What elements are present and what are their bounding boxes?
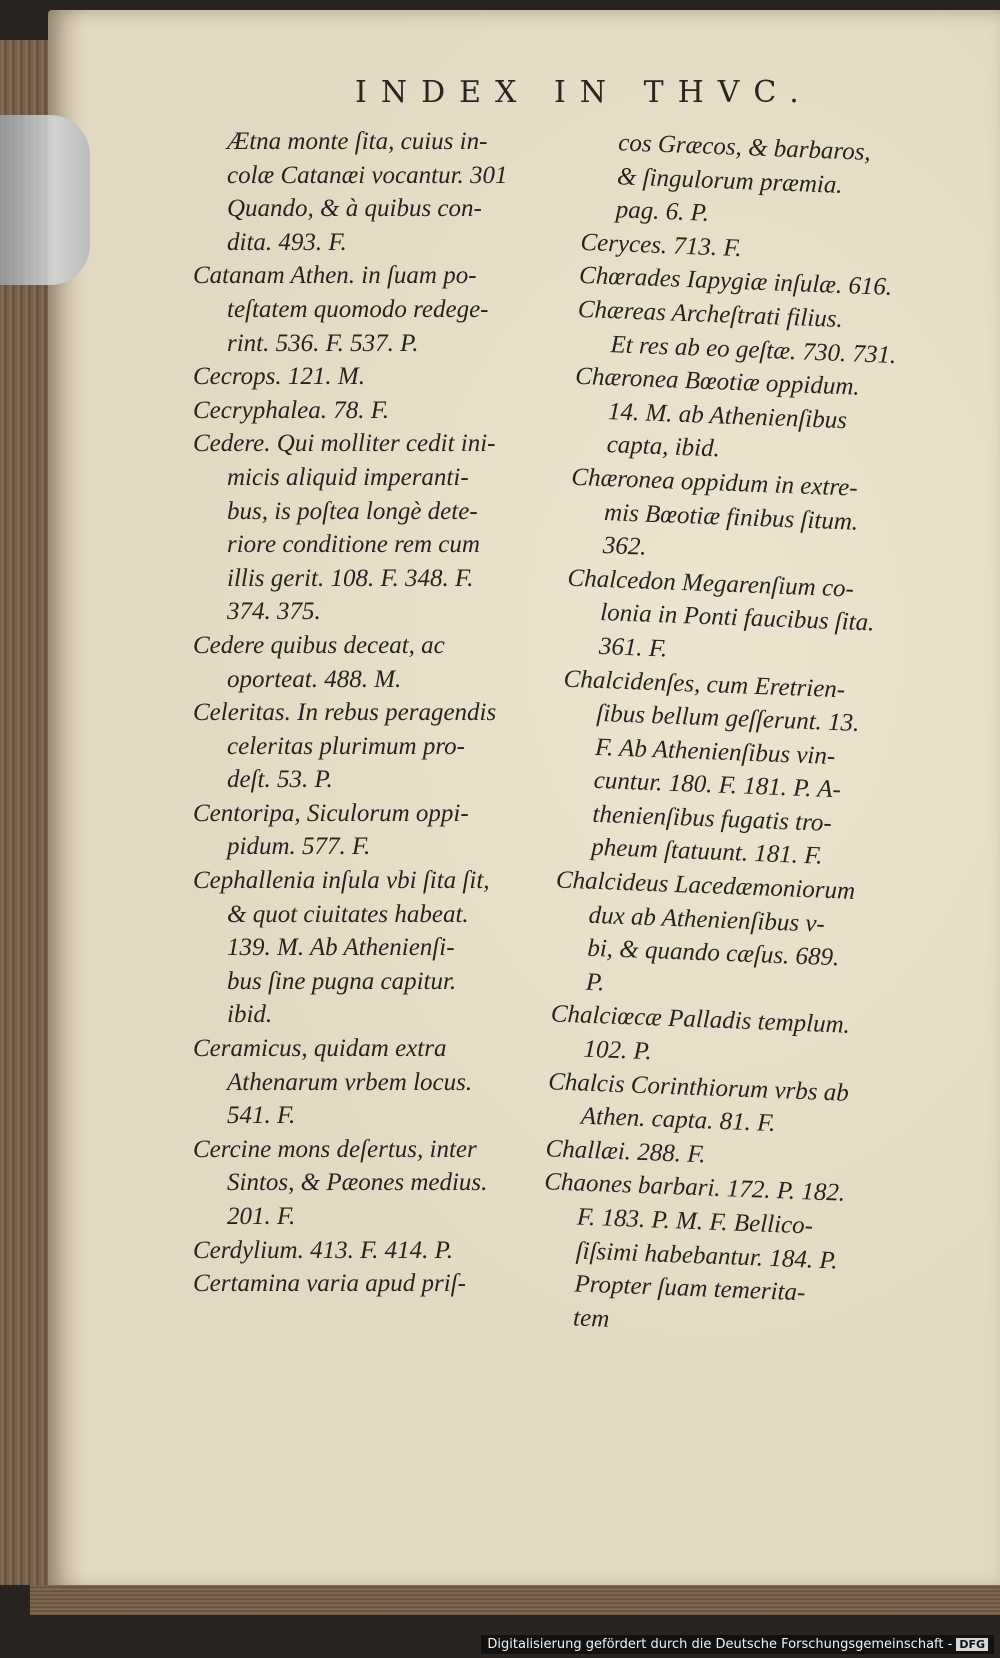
index-entry <box>193 629 573 696</box>
index-line: bus ſine pugna capitur. <box>227 967 457 995</box>
index-line: teſtatem quomodo redege- <box>227 295 489 323</box>
index-line: Ætna monte ſita, cuius in- <box>227 128 488 155</box>
index-line: pag. 6. P. <box>615 196 710 228</box>
index-entry <box>193 1267 573 1301</box>
index-line: 374. 375. <box>227 598 321 626</box>
index-entry <box>193 360 573 394</box>
index-line: Ceryces. 713. F. <box>579 228 743 262</box>
index-entry <box>557 662 934 878</box>
index-entry <box>539 1166 915 1348</box>
index-line: Chæronea Bœotiæ oppidum. <box>574 362 861 401</box>
index-line: ſibus bellum geſſerunt. 13. <box>595 699 860 738</box>
index-line: Cedere. Qui molliter cedit ini- <box>193 430 496 458</box>
index-line: dux ab Athenienſibus v- <box>588 901 826 938</box>
index-line: 14. M. ab Athenienſibus <box>607 397 848 435</box>
index-entry <box>193 259 573 360</box>
index-entry <box>193 696 573 797</box>
index-entry <box>193 1234 573 1268</box>
index-line: celeritas plurimum pro- <box>227 732 465 760</box>
index-line: Cerdylium. 413. F. 414. P. <box>193 1236 453 1264</box>
index-line: Catanam Athen. in ſuam po- <box>193 262 477 290</box>
index-line: P. <box>585 968 605 997</box>
index-line: deſt. 53. P. <box>227 766 333 794</box>
index-entry <box>193 427 573 629</box>
index-entry <box>193 394 573 428</box>
index-line: Chæreas Archeſtrati filius. <box>577 295 844 333</box>
index-line: Chalciœcæ Palladis templum. <box>550 1000 851 1040</box>
page-clip <box>0 115 90 285</box>
page-header: INDEX IN THVC. <box>355 75 813 110</box>
index-entry <box>193 797 573 864</box>
index-line: 102. P. <box>583 1035 653 1066</box>
index-column-right <box>539 125 955 1348</box>
index-line: F. 183. P. M. F. Bellico- <box>576 1203 814 1240</box>
index-line: 139. M. Ab Athenienſi- <box>227 934 455 962</box>
index-line: Cephallenia inſula vbi ſita ſit, <box>193 867 490 895</box>
index-line: 361. F. <box>598 632 668 663</box>
index-line: micis aliquid imperanti- <box>227 463 469 491</box>
index-line: ibid. <box>227 1001 273 1029</box>
index-line: 201. F. <box>227 1203 296 1230</box>
index-line: Chalcideus Lacedæmoniorum <box>555 866 856 905</box>
index-line: 541. F. <box>227 1102 296 1130</box>
index-line: Cercine mons deſertus, inter <box>193 1135 477 1163</box>
index-line: Chæronea oppidum in extre- <box>570 463 859 502</box>
index-line: tem <box>572 1304 610 1333</box>
index-line: Ceramicus, quidam extra <box>193 1035 447 1063</box>
index-line: thenienſibus fugatis tro- <box>592 800 833 837</box>
index-line: dita. 493. F. <box>227 228 347 256</box>
footer-text: Digitalisierung gefördert durch die Deutsche Forschungsgemeinschaft - <box>487 1637 953 1652</box>
index-line: ſiſsimi habebantur. 184. P. <box>575 1237 839 1275</box>
index-line: 362. <box>602 532 648 561</box>
index-line: Sintos, & Pæones medius. <box>227 1169 488 1197</box>
index-line: cuntur. 180. F. 181. P. A- <box>593 767 842 804</box>
index-line: Certamina varia apud priſ- <box>193 1270 466 1298</box>
index-entry <box>193 864 573 1032</box>
index-line: pidum. 577. F. <box>227 833 371 861</box>
index-entry <box>551 864 926 1012</box>
index-line: bi, & quando cæſus. 689. <box>586 934 840 972</box>
index-line: Quando, & à quibus con- <box>227 195 482 223</box>
index-line: colæ Catanæi vocantur. 301 <box>227 161 508 189</box>
index-line: lonia in Ponti faucibus ſita. <box>599 599 875 637</box>
index-line: F. Ab Athenienſibus vin- <box>594 733 836 770</box>
index-line: mis Bœotiæ finibus ſitum. <box>603 498 859 536</box>
index-line: Chalcidenſes, cum Eretrien- <box>563 665 846 703</box>
index-line: rint. 536. F. 537. P. <box>227 329 419 357</box>
index-entry <box>572 360 946 475</box>
index-line: & ſingulorum præmia. <box>616 162 844 199</box>
index-line: cos Græcos, & barbaros, <box>617 129 872 166</box>
index-entry <box>193 1133 573 1234</box>
index-line: Et res ab eo geſtæ. 730. 731. <box>610 330 897 369</box>
index-line: oporteat. 488. M. <box>227 665 402 693</box>
index-column-left <box>193 125 573 1301</box>
index-line: Athen. capta. 81. F. <box>580 1102 776 1138</box>
page-bottom-edge <box>30 1585 1000 1615</box>
index-line: Centoripa, Siculorum oppi- <box>193 799 469 827</box>
index-line: Chaones barbari. 172. P. 182. <box>543 1168 846 1208</box>
index-line: bus, is poſtea longè dete- <box>227 497 478 525</box>
index-line: capta, ibid. <box>606 431 721 463</box>
index-line: Challæi. 288. F. <box>545 1135 707 1169</box>
index-line: Chœrades Iapygiæ inſulæ. 616. <box>578 262 893 302</box>
index-entry <box>568 461 942 576</box>
index-line: Cecrops. 121. M. <box>193 363 365 391</box>
index-line: illis gerit. 108. F. 348. F. <box>227 564 474 592</box>
index-line: pheum ſtatuunt. 181. F. <box>590 834 824 871</box>
index-entry <box>193 125 573 259</box>
index-line: Athenarum vrbem locus. <box>227 1068 473 1096</box>
index-line: Cecryphalea. 78. F. <box>193 396 390 424</box>
index-entry <box>193 1032 573 1133</box>
index-entry <box>581 125 955 240</box>
dfg-logo-icon: DFG <box>956 1638 988 1651</box>
dfg-footer <box>481 1635 994 1654</box>
index-line: & quot ciuitates habeat. <box>227 900 469 928</box>
index-line: Chalcis Corinthiorum vrbs ab <box>547 1067 850 1107</box>
index-entry <box>564 561 938 676</box>
index-line: Celeritas. In rebus peragendis <box>193 699 497 727</box>
index-line: Cedere quibus deceat, ac <box>193 631 445 659</box>
index-line: Chalcedon Megarenſium co- <box>567 564 855 603</box>
index-line: Propter ſuam temerita- <box>573 1270 806 1307</box>
index-line: riore conditione rem cum <box>227 531 480 559</box>
